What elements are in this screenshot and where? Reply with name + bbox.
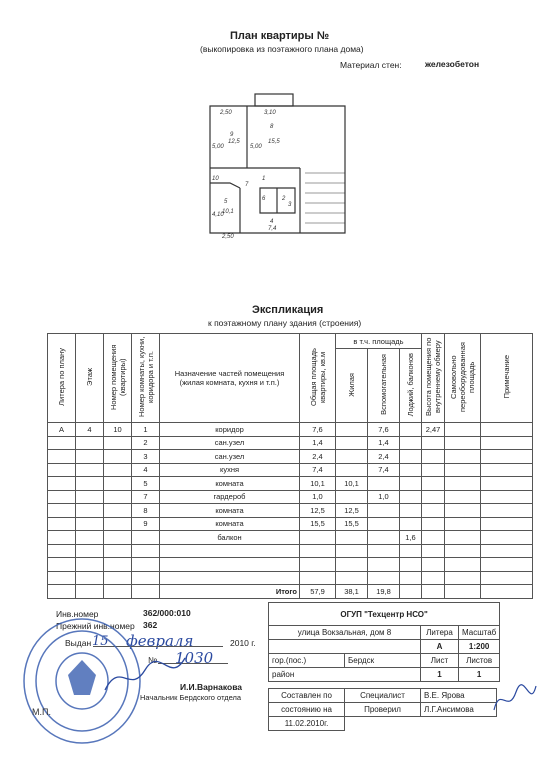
room-area-5: 10,1 xyxy=(222,209,234,215)
header-note: Примечание xyxy=(481,334,533,423)
prev-inv-value: 362 xyxy=(143,620,158,630)
cell-aux: 7,4 xyxy=(368,463,400,477)
table-row xyxy=(48,490,533,504)
cell-loggia xyxy=(400,477,422,491)
litera-header: Литера xyxy=(421,626,459,640)
cell-litera xyxy=(48,450,76,464)
header-litera: Литера по плану xyxy=(48,334,76,423)
room-num-6: 6 xyxy=(262,196,266,202)
cell-num: 7 xyxy=(132,490,160,504)
cell-name: сан.узел xyxy=(160,450,300,464)
explication-table xyxy=(47,333,533,599)
checked-label: Проверил xyxy=(345,703,421,717)
dim-1: 2,50 xyxy=(220,110,232,116)
cell-floor xyxy=(76,517,104,531)
empty-row xyxy=(48,558,533,572)
cell-total: 15,5 xyxy=(300,517,336,531)
cell-aux xyxy=(368,477,400,491)
table-header-row xyxy=(48,334,533,349)
cell-name: гардероб xyxy=(160,490,300,504)
table-row xyxy=(48,531,533,545)
empty-row xyxy=(48,544,533,558)
issued-month: февраля xyxy=(126,632,194,650)
table-row xyxy=(48,423,533,437)
total-total: 57,9 xyxy=(300,585,336,599)
cell-height xyxy=(422,477,445,491)
checker-name: Л.Г.Ансимова xyxy=(421,703,497,717)
cell-apt xyxy=(104,436,132,450)
sheets-value: 1 xyxy=(459,668,500,682)
cell-total xyxy=(300,531,336,545)
cell-height xyxy=(422,490,445,504)
header-living: Жилая xyxy=(336,349,368,423)
header-aux: Вспомогательная xyxy=(368,349,400,423)
table-row xyxy=(48,463,533,477)
cell-name: сан.узел xyxy=(160,436,300,450)
cell-loggia xyxy=(400,490,422,504)
compiled-label: Составлен по xyxy=(269,689,345,703)
room-num-4: 4 xyxy=(270,219,274,225)
table-row xyxy=(48,450,533,464)
cell-floor xyxy=(76,531,104,545)
cell-aux: 2,4 xyxy=(368,450,400,464)
city-label: гор.(пос.) xyxy=(269,654,345,668)
cell-num: 9 xyxy=(132,517,160,531)
stairwell-lines xyxy=(305,173,345,223)
cell-aux: 1,4 xyxy=(368,436,400,450)
header-incl: в т.ч. площадь xyxy=(336,334,422,349)
cell-floor xyxy=(76,436,104,450)
cell-num: 8 xyxy=(132,504,160,518)
cell-total: 2,4 xyxy=(300,450,336,464)
cell-living xyxy=(336,450,368,464)
cell-name: балкон xyxy=(160,531,300,545)
city-value: Бердск xyxy=(345,654,421,668)
total-living: 38,1 xyxy=(336,585,368,599)
header-unauth: Самовольно переоборудованная площадь xyxy=(445,334,481,423)
cell-floor xyxy=(76,450,104,464)
cell-litera: А xyxy=(48,423,76,437)
scale-header: Масштаб xyxy=(459,626,500,640)
cell-num: 5 xyxy=(132,477,160,491)
room-num-7: 7 xyxy=(245,182,249,188)
cell-num: 4 xyxy=(132,463,160,477)
room-area-8: 15,5 xyxy=(268,139,280,145)
explication-subtitle: к поэтажному плану здания (строения) xyxy=(208,318,362,328)
cell-total: 1,4 xyxy=(300,436,336,450)
cell-height xyxy=(422,450,445,464)
cell-apt xyxy=(104,517,132,531)
room-num-1: 1 xyxy=(262,176,266,182)
cell-loggia xyxy=(400,450,422,464)
dim-2: 3,10 xyxy=(264,110,276,116)
cell-loggia xyxy=(400,517,422,531)
cell-loggia: 1,6 xyxy=(400,531,422,545)
room-num-9: 9 xyxy=(230,132,234,138)
cell-aux xyxy=(368,531,400,545)
cell-aux xyxy=(368,504,400,518)
cell-apt xyxy=(104,490,132,504)
cell-num: 3 xyxy=(132,450,160,464)
cell-loggia xyxy=(400,436,422,450)
header-apt-no: Номер помещения (квартиры) xyxy=(104,334,132,423)
table-row xyxy=(48,504,533,518)
cell-living xyxy=(336,423,368,437)
header-total: Общая площадь квартиры, кв.м xyxy=(300,334,336,423)
state-date: 11.02.2010г. xyxy=(269,717,345,731)
cell-living xyxy=(336,463,368,477)
state-label: состоянию на xyxy=(269,703,345,717)
plan-subtitle: (выкопировка из поэтажного плана дома) xyxy=(200,44,364,54)
approval-table xyxy=(268,688,497,731)
cell-floor xyxy=(76,504,104,518)
cell-name: комната xyxy=(160,477,300,491)
cell-height xyxy=(422,463,445,477)
cell-apt xyxy=(104,531,132,545)
cell-litera xyxy=(48,477,76,491)
org-name: ОГУП "Техцентр НСО" xyxy=(269,603,500,626)
cell-height: 2,47 xyxy=(422,423,445,437)
header-height: Высота помещения по внутреннему обмеру xyxy=(422,334,445,423)
empty-row xyxy=(48,571,533,585)
cell-floor xyxy=(76,490,104,504)
cell-height xyxy=(422,504,445,518)
room-area-4: 7,4 xyxy=(268,226,277,232)
signer-name: И.И.Варнакова xyxy=(180,682,243,692)
plan-title: План квартиры № xyxy=(230,30,330,42)
cell-apt xyxy=(104,477,132,491)
cell-floor xyxy=(76,477,104,491)
dim-4: 5,00 xyxy=(250,144,262,150)
inv-value: 362/000:010 xyxy=(143,608,191,618)
cell-height xyxy=(422,436,445,450)
cell-apt xyxy=(104,504,132,518)
district-label: район xyxy=(269,668,421,682)
table-row xyxy=(48,477,533,491)
total-label: Итого xyxy=(160,585,300,599)
room-num-5: 5 xyxy=(224,199,228,205)
room-num-10: 10 xyxy=(212,176,219,182)
cell-living xyxy=(336,436,368,450)
issued-label: Выдан xyxy=(65,638,92,648)
room-num-3: 3 xyxy=(288,202,292,208)
cell-name: кухня xyxy=(160,463,300,477)
number-value: 1030 xyxy=(175,649,214,667)
cell-litera xyxy=(48,490,76,504)
cell-apt xyxy=(104,463,132,477)
cell-loggia xyxy=(400,504,422,518)
cell-total: 7,4 xyxy=(300,463,336,477)
cell-total: 10,1 xyxy=(300,477,336,491)
cell-num: 2 xyxy=(132,436,160,450)
header-name: Назначение частей помещения (жилая комната, кухня и т.п.) xyxy=(160,334,300,423)
dim-6: 2,50 xyxy=(222,234,234,240)
total-aux: 19,8 xyxy=(368,585,400,599)
cell-total: 12,5 xyxy=(300,504,336,518)
cell-name: коридор xyxy=(160,423,300,437)
sheet-header: Лист xyxy=(421,654,459,668)
signer-title: Начальник Бердского отдела xyxy=(140,693,242,702)
litera-value: А xyxy=(421,640,459,654)
cell-litera xyxy=(48,463,76,477)
number-label: № xyxy=(148,655,158,665)
issued-year: 2010 г. xyxy=(230,638,256,648)
room-num-8: 8 xyxy=(270,124,274,130)
header-loggia: Лоджий, балконов xyxy=(400,349,422,423)
stamp-mp: М.П. xyxy=(32,707,51,717)
balcony xyxy=(255,94,293,106)
specialist-name: В.Е. Ярова xyxy=(421,689,497,703)
cell-apt xyxy=(104,450,132,464)
cell-loggia xyxy=(400,463,422,477)
cell-height xyxy=(422,531,445,545)
sheet-value: 1 xyxy=(421,668,459,682)
explication-title: Экспликация xyxy=(252,304,324,316)
header-floor: Этаж xyxy=(76,334,104,423)
table-row xyxy=(48,436,533,450)
cell-living: 15,5 xyxy=(336,517,368,531)
room-num-2: 2 xyxy=(282,196,286,202)
header-room-no: Номер комнаты, кухни, коридора и т.п. xyxy=(132,334,160,423)
cell-apt: 10 xyxy=(104,423,132,437)
prev-inv-label: Прежний инв.номер xyxy=(56,621,135,631)
floor-plan-drawing xyxy=(200,88,350,248)
cell-total: 1,0 xyxy=(300,490,336,504)
cell-litera xyxy=(48,436,76,450)
specialist-label: Специалист xyxy=(345,689,421,703)
cell-aux: 7,6 xyxy=(368,423,400,437)
dim-5: 4,10 xyxy=(212,212,224,218)
cell-name: комната xyxy=(160,504,300,518)
cell-litera xyxy=(48,517,76,531)
cell-living: 12,5 xyxy=(336,504,368,518)
wall-material-value: железобетон xyxy=(425,59,480,69)
cell-living xyxy=(336,490,368,504)
wall-material-label: Материал стен: xyxy=(340,60,402,70)
cell-num: 1 xyxy=(132,423,160,437)
scale-value: 1:200 xyxy=(459,640,500,654)
cell-height xyxy=(422,517,445,531)
cell-living xyxy=(336,531,368,545)
cell-living: 10,1 xyxy=(336,477,368,491)
cell-num xyxy=(132,531,160,545)
signature-issuer xyxy=(100,650,190,700)
sheets-header: Листов xyxy=(459,654,500,668)
cell-name: комната xyxy=(160,517,300,531)
address: улица Вокзальная, дом 8 xyxy=(269,626,421,640)
issued-day: 15 xyxy=(92,634,109,649)
cell-loggia xyxy=(400,423,422,437)
cell-litera xyxy=(48,531,76,545)
cell-aux: 1,0 xyxy=(368,490,400,504)
cell-floor xyxy=(76,463,104,477)
title-block-table xyxy=(268,602,500,682)
cell-litera xyxy=(48,504,76,518)
cell-floor: 4 xyxy=(76,423,104,437)
cell-aux xyxy=(368,517,400,531)
inv-label: Инв.номер xyxy=(56,609,99,619)
room-area-9: 12,5 xyxy=(228,139,240,145)
signature-specialist xyxy=(490,680,540,720)
dim-3: 5,00 xyxy=(212,144,224,150)
cell-total: 7,6 xyxy=(300,423,336,437)
total-row xyxy=(48,585,533,599)
table-row xyxy=(48,517,533,531)
